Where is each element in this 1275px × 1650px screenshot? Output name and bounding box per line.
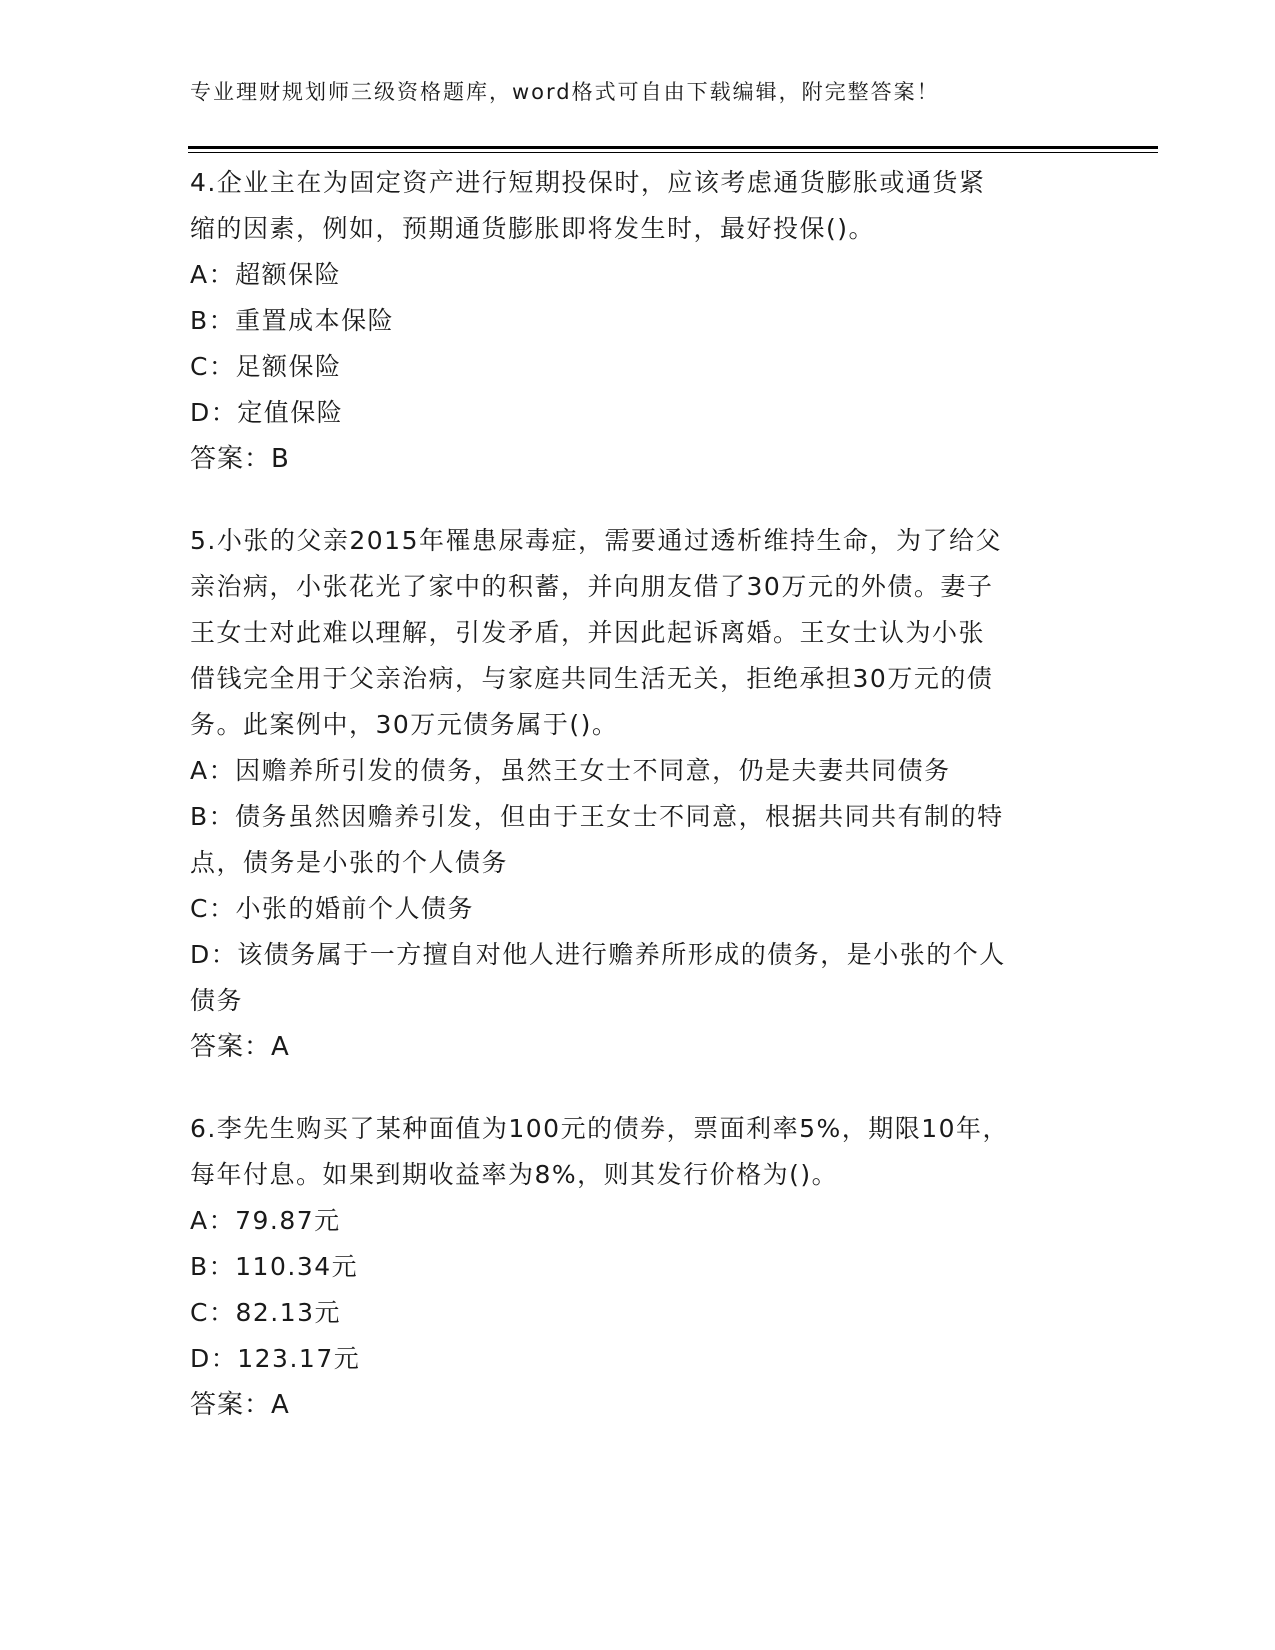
- answer: 答案：A: [190, 1390, 290, 1420]
- option-a: A：79.87元: [190, 1206, 341, 1235]
- header-rule-thin: [188, 152, 1158, 153]
- answer: 答案：B: [190, 444, 290, 474]
- option-d: D：该债务属于一方擅自对他人进行赡养所形成的债务，是小张的个人: [190, 940, 1006, 969]
- question-4: [190, 160, 1090, 482]
- option-d: D：123.17元: [190, 1344, 361, 1373]
- option-b: B：重置成本保险: [190, 306, 395, 335]
- question-stem-line: 王女士对此难以理解，引发矛盾，并因此起诉离婚。王女士认为小张: [190, 618, 986, 647]
- option-d: D：定值保险: [190, 398, 344, 427]
- question-stem-line: 每年付息。如果到期收益率为8%，则其发行价格为()。: [190, 1160, 839, 1189]
- question-stem-line: 亲治病，小张花光了家中的积蓄，并向朋友借了30万元的外债。妻子: [190, 572, 994, 601]
- question-stem-line: 6.李先生购买了某种面值为100元的债券，票面利率5%，期限10年，: [190, 1114, 1010, 1143]
- question-list: [190, 160, 1090, 1428]
- option-b: B：债务虽然因赡养引发，但由于王女士不同意，根据共同共有制的特: [190, 802, 1004, 831]
- question-stem-line: 4.企业主在为固定资产进行短期投保时，应该考虑通货膨胀或通货紧: [190, 168, 986, 197]
- question-stem-line: 5.小张的父亲2015年罹患尿毒症，需要通过透析维持生命，为了给父: [190, 526, 1002, 555]
- question-6: [190, 1106, 1090, 1428]
- option-c: C：小张的婚前个人债务: [190, 894, 474, 923]
- question-5: [190, 518, 1090, 1070]
- option-c: C：足额保险: [190, 352, 342, 381]
- question-stem-line: 缩的因素，例如，预期通货膨胀即将发生时，最好投保()。: [190, 214, 876, 243]
- question-stem-line: 务。此案例中，30万元债务属于()。: [190, 710, 619, 739]
- question-stem-line: 借钱完全用于父亲治病，与家庭共同生活无关，拒绝承担30万元的债: [190, 664, 994, 693]
- header-rule-thick: [188, 146, 1158, 149]
- option-c: C：82.13元: [190, 1298, 342, 1327]
- page-header: 专业理财规划师三级资格题库，word格式可自由下载编辑，附完整答案！: [190, 80, 940, 104]
- spacer: [190, 482, 1090, 518]
- spacer: [190, 1070, 1090, 1106]
- option-b-continued: 点，债务是小张的个人债务: [190, 848, 509, 877]
- option-a: A：因赡养所引发的债务，虽然王女士不同意，仍是夫妻共同债务: [190, 756, 951, 785]
- option-b: B：110.34元: [190, 1252, 359, 1281]
- answer: 答案：A: [190, 1032, 290, 1062]
- option-d-continued: 债务: [190, 986, 244, 1015]
- option-a: A：超额保险: [190, 260, 342, 289]
